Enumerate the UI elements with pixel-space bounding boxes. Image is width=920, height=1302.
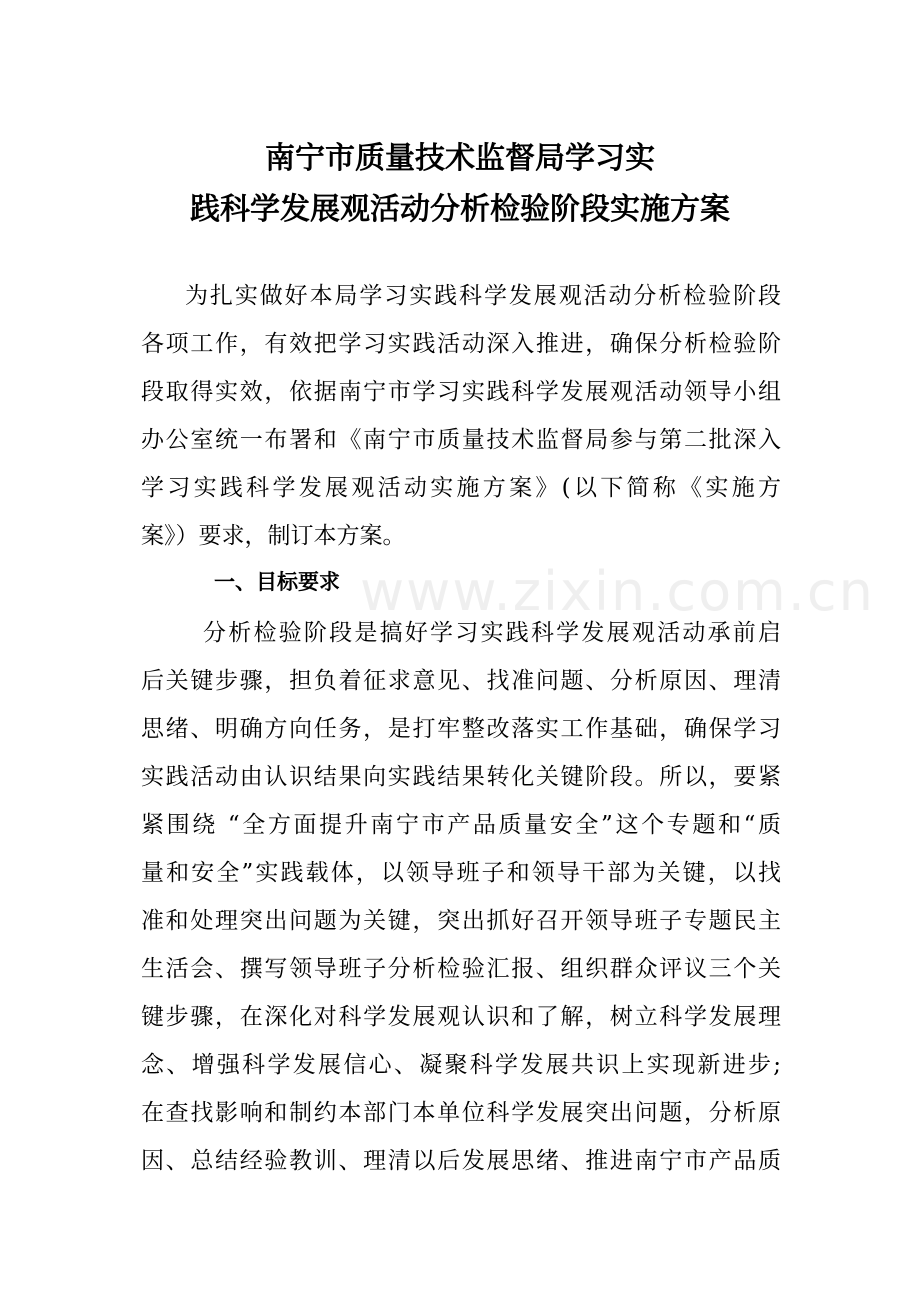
document-title-line-1: 南宁市质量技术监督局学习实 (265, 141, 655, 176)
paragraph-1-line-4: 办公室统一布署和《南宁市质量技术监督局参与第二批深入 (141, 427, 781, 453)
paragraph-1-line-1: 为扎实做好本局学习实践科学发展观活动分析检验阶段 (185, 283, 781, 309)
paragraph-2-line-8: 生活会、撰写领导班子分析检验汇报、组织群众评议三个关 (141, 956, 781, 982)
paragraph-2-line-2: 后关键步骤，担负着征求意见、找准问题、分析原因、理清 (141, 668, 781, 694)
paragraph-2-line-1: 分析检验阶段是搞好学习实践科学发展观活动承前启 (203, 620, 781, 646)
watermark: www.zixin.com.cn (360, 560, 875, 623)
paragraph-2-line-7: 准和处理突出问题为关键，突出抓好召开领导班子专题民主 (141, 908, 781, 934)
paragraph-2-line-3: 思绪、明确方向任务，是打牢整改落实工作基础，确保学习 (141, 716, 781, 742)
section-heading-goals: 一、目标要求 (214, 570, 340, 594)
paragraph-1-line-5: 学习实践科学发展观活动实施方案》(以下简称《实施方 (141, 475, 781, 501)
paragraph-1-line-2: 各项工作，有效把学习实践活动深入推进，确保分析检验阶 (141, 331, 781, 357)
paragraph-2-line-12: 因、总结经验教训、理清以后发展思绪、推进南宁市产品质 (141, 1148, 781, 1174)
paragraph-2-line-11: 在查找影响和制约本部门本单位科学发展突出问题，分析原 (141, 1100, 781, 1126)
paragraph-1-line-6: 案》）要求，制订本方案。 (141, 523, 406, 549)
paragraph-2-line-5: 紧围绕 “全方面提升南宁市产品质量安全”这个专题和“质 (141, 812, 781, 838)
paragraph-2-line-9: 键步骤，在深化对科学发展观认识和了解，树立科学发展理 (141, 1004, 781, 1030)
paragraph-2-line-6: 量和安全”实践载体，以领导班子和领导干部为关键，以找 (141, 860, 781, 886)
document-title-line-2: 践科学发展观活动分析检验阶段实施方案 (190, 192, 730, 227)
paragraph-1-line-3: 段取得实效，依据南宁市学习实践科学发展观活动领导小组 (141, 379, 781, 405)
paragraph-2-line-4: 实践活动由认识结果向实践结果转化关键阶段。所以，要紧 (141, 764, 781, 790)
paragraph-2-line-10: 念、增强科学发展信心、凝聚科学发展共识上实现新进步; (141, 1052, 781, 1078)
